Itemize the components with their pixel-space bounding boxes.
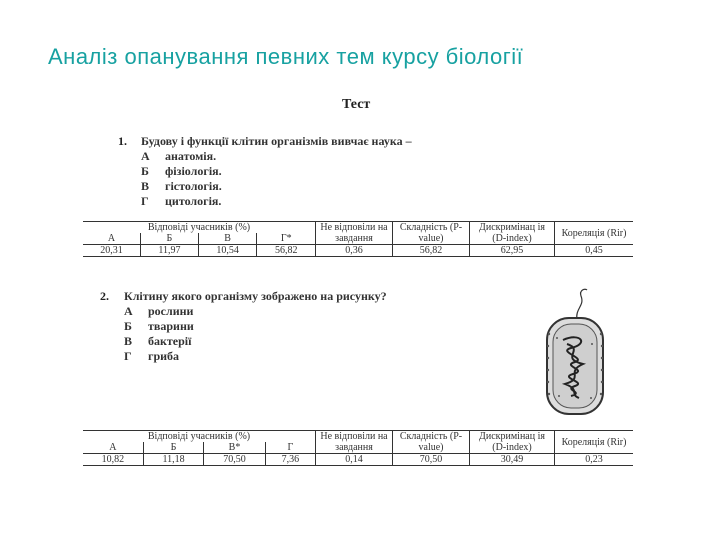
value-cell: 70,50 [204, 454, 265, 466]
value-cell: 11,97 [141, 245, 199, 257]
option-text: бактерії [148, 334, 192, 348]
test-heading: Тест [342, 97, 371, 112]
option-letter: А [141, 149, 150, 163]
discrimination-header: Дискримінац ія (D-index) [470, 222, 555, 245]
option-letter: Г [124, 349, 132, 363]
question-1-option-a [141, 149, 216, 164]
answers-group-header: Відповіді учасників (%) [83, 431, 316, 443]
answer-letter: А [83, 233, 141, 245]
no-answer-header: Не відповіли на завдання [316, 222, 393, 245]
answer-letter: В [198, 233, 257, 245]
option-letter: Б [124, 319, 132, 333]
value-cell: 7,36 [265, 454, 315, 466]
question-2-option-c [124, 334, 191, 349]
question-1-stats-table [83, 221, 633, 257]
option-text: тварини [148, 319, 194, 333]
value-cell: 0,36 [316, 245, 393, 257]
question-2-option-d [124, 349, 179, 364]
value-cell: 10,54 [198, 245, 257, 257]
answer-letter: Б [141, 233, 199, 245]
discrimination-header: Дискримінац ія (D-index) [470, 431, 555, 454]
option-text: фізіологія. [165, 164, 222, 178]
option-letter: А [124, 304, 133, 318]
value-cell: 0,23 [555, 454, 634, 466]
question-2-option-b [124, 319, 194, 334]
value-cell: 20,31 [83, 245, 141, 257]
correlation-header: Кореляція (Rir) [555, 431, 634, 454]
answer-letter: В* [204, 442, 265, 454]
question-1-option-c [141, 179, 222, 194]
difficulty-header: Складність (P-value) [393, 222, 470, 245]
answer-letter: Б [143, 442, 204, 454]
no-answer-header: Не відповіли на завдання [316, 431, 393, 454]
answers-group-header: Відповіді учасників (%) [83, 222, 316, 234]
value-cell: 56,82 [393, 245, 470, 257]
option-letter: Б [141, 164, 149, 178]
value-cell: 62,95 [470, 245, 555, 257]
value-cell: 70,50 [393, 454, 470, 466]
value-cell: 10,82 [83, 454, 143, 466]
option-text: гриба [148, 349, 180, 363]
correlation-header: Кореляція (Rir) [555, 222, 634, 245]
option-letter: Г [141, 194, 149, 208]
question-1-option-b [141, 164, 222, 179]
value-cell: 56,82 [257, 245, 316, 257]
difficulty-header: Складність (P-value) [393, 431, 470, 454]
value-cell: 30,49 [470, 454, 555, 466]
answer-letter: Г* [257, 233, 316, 245]
option-text: гістологія. [165, 179, 222, 193]
option-text: рослини [148, 304, 194, 318]
answer-letter: А [83, 442, 143, 454]
question-2-text: Клітину якого організму зображено на рисунку? [124, 289, 387, 303]
value-cell: 0,14 [316, 454, 393, 466]
question-2-number: 2. [100, 289, 109, 303]
question-2-option-a [124, 304, 193, 319]
question-1-option-d [141, 194, 221, 209]
answer-letter: Г [265, 442, 315, 454]
value-cell: 11,18 [143, 454, 204, 466]
option-letter: В [141, 179, 150, 193]
question-1-text: Будову і функції клітин організмів вивчає наука – [141, 134, 412, 148]
option-text: анатомія. [165, 149, 217, 163]
question-1-number: 1. [118, 134, 127, 148]
option-text: цитологія. [165, 194, 222, 208]
bacterium-illustration [535, 288, 615, 418]
option-letter: В [124, 334, 133, 348]
value-cell: 0,45 [555, 245, 634, 257]
slide-title: Аналіз опанування певних тем курсу біології [48, 44, 524, 69]
question-2-stats-table [83, 430, 633, 466]
